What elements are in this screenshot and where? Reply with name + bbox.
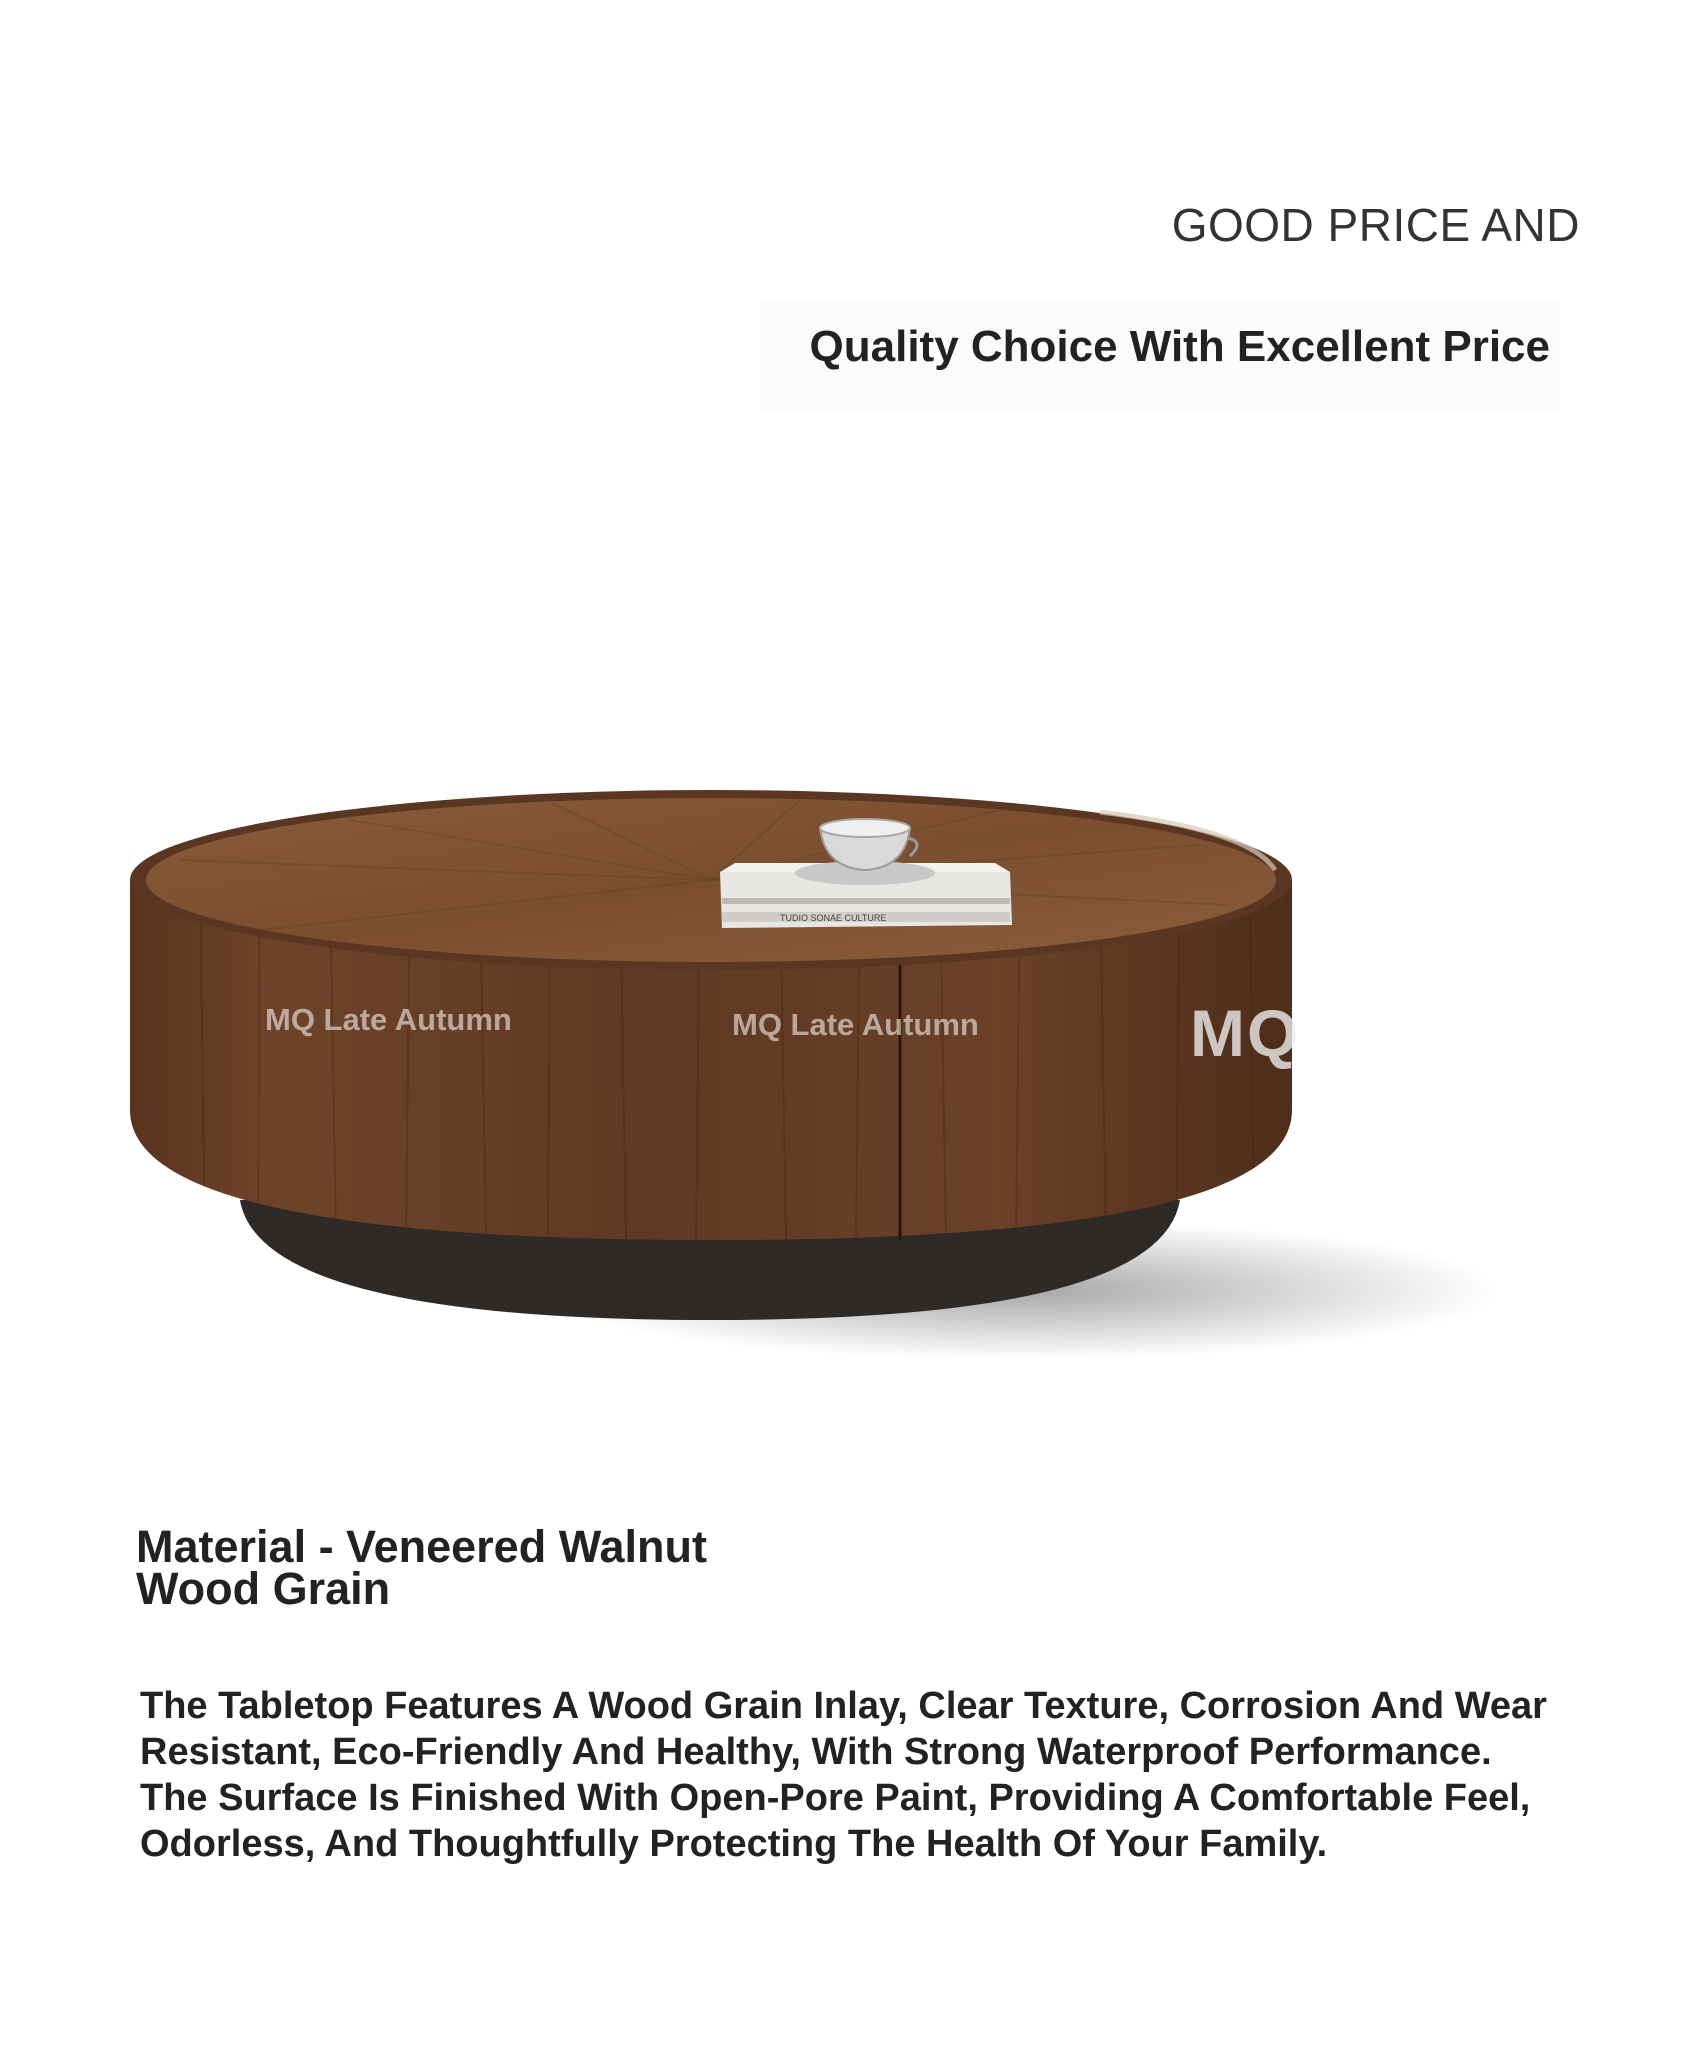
kicker-text: GOOD PRICE AND — [1171, 199, 1580, 251]
material-title: Material - Veneered Walnut Wood Grain — [136, 1521, 707, 1614]
description-text: The Tabletop Features A Wood Grain Inlay, Clear Texture, Corrosion And Wear Resistant, Eco-Friendly And Healthy, With Strong Waterproof Performance. The Surface Is Finished With Open-Pore Paint, Providing A Comfortable Feel, Odorless, And Thoughtfully Protecting The Health Of Your Family. — [140, 1685, 1547, 1865]
watermark-text: MQ Late Autumn — [265, 1002, 512, 1037]
table-top — [130, 790, 1292, 970]
headline-text: Quality Choice With Excellent Price — [809, 322, 1550, 371]
watermark-text: MQ Late Autumn — [732, 1007, 979, 1042]
book-spine-text: TUDIO SONAE CULTURE — [780, 913, 887, 923]
watermark-text: MQ — [1190, 996, 1301, 1070]
